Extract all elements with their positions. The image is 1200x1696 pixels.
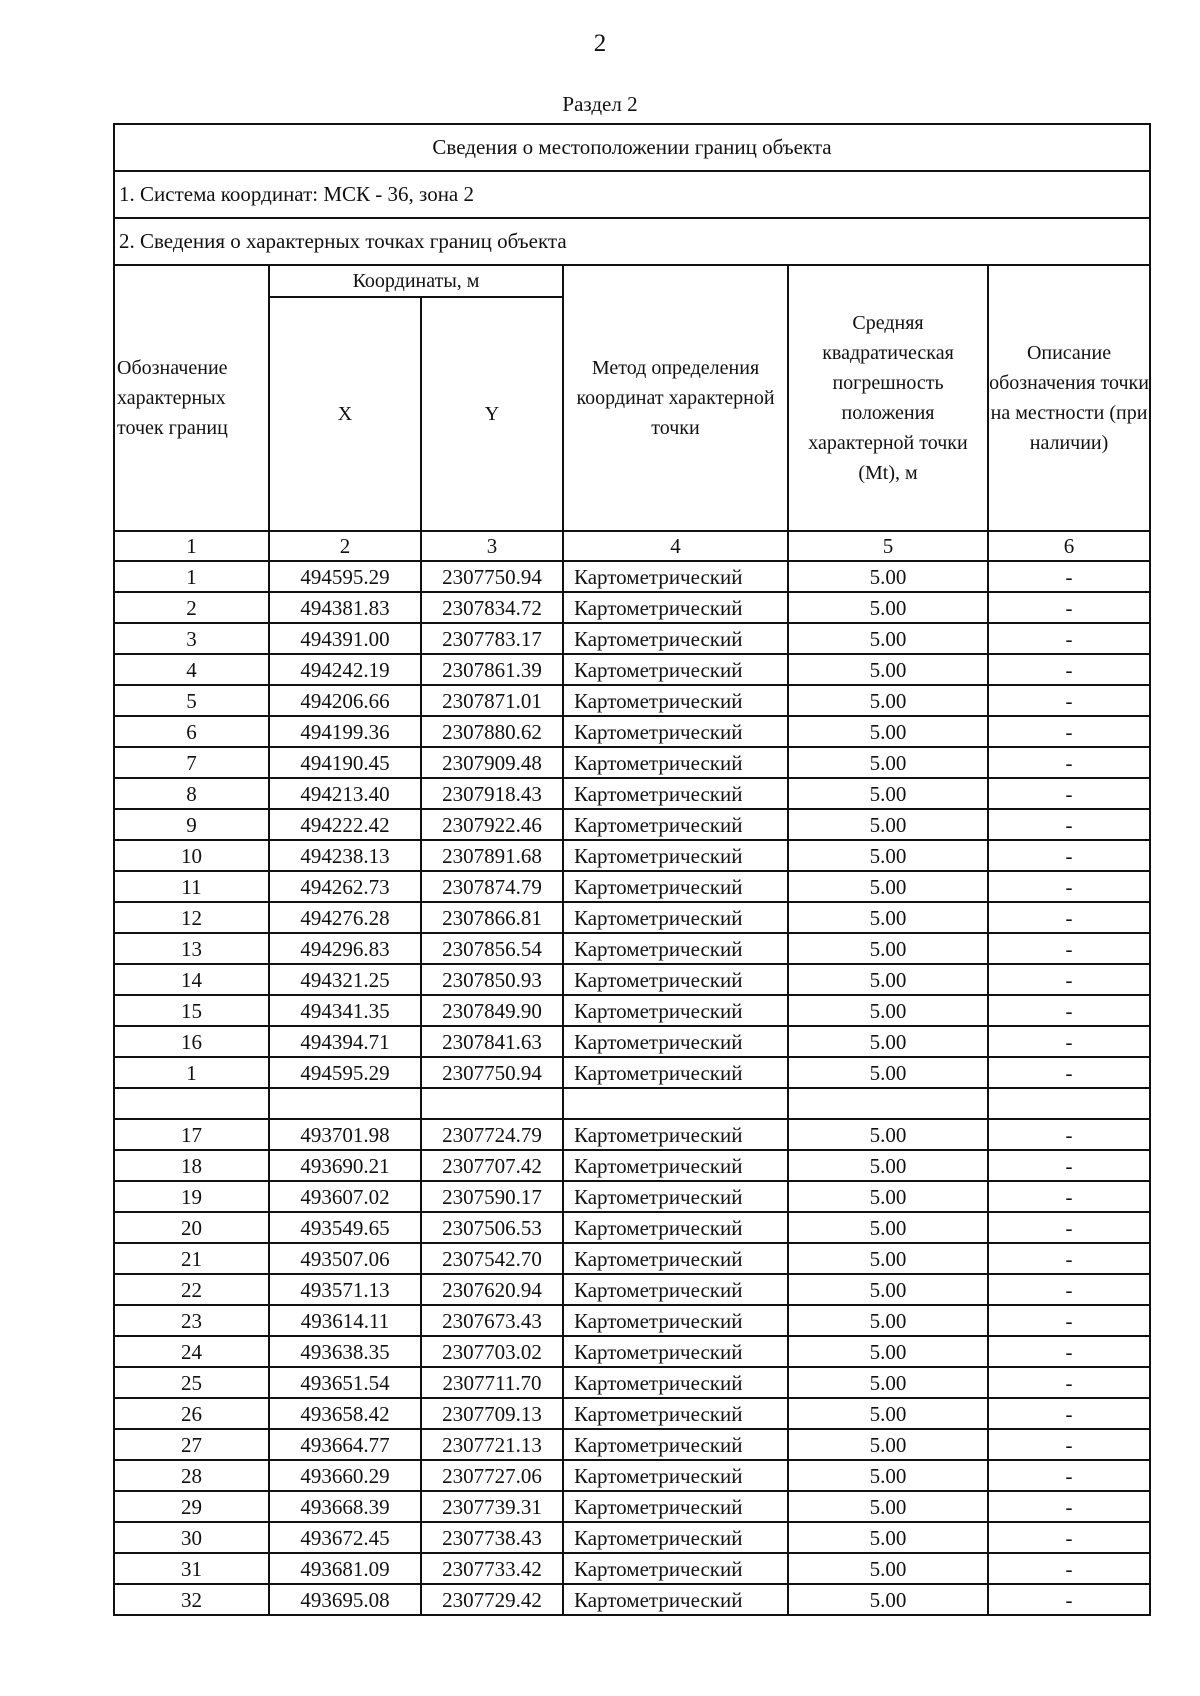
column-number: 2 [269,531,421,561]
coord-system-row [114,171,1150,218]
description-cell: - [988,1584,1150,1615]
error-value-cell: 5.00 [788,1150,988,1181]
table-row [114,1026,1150,1057]
error-value-cell: 5.00 [788,1212,988,1243]
error-value-cell: 5.00 [788,1057,988,1088]
description-cell: - [988,1522,1150,1553]
coord-x-cell: 493507.06 [269,1243,421,1274]
description-cell: - [988,1026,1150,1057]
description-cell: - [988,1367,1150,1398]
method-cell: Картометрический [563,592,788,623]
method-cell: Картометрический [563,809,788,840]
table-row [114,1305,1150,1336]
table-row [114,902,1150,933]
error-value-cell: 5.00 [788,933,988,964]
description-cell: - [988,809,1150,840]
method-cell: Картометрический [563,1584,788,1615]
coord-x-cell: 493701.98 [269,1119,421,1150]
table-row [114,716,1150,747]
method-cell: Картометрический [563,778,788,809]
header-method: Метод определения координат характерной точки [563,265,788,531]
coord-y-cell: 2307866.81 [421,902,563,933]
description-cell: - [988,1336,1150,1367]
method-cell: Картометрический [563,716,788,747]
error-value-cell: 5.00 [788,561,988,592]
point-id-cell: 8 [114,778,269,809]
point-id-cell: 15 [114,995,269,1026]
point-id-cell: 16 [114,1026,269,1057]
method-cell: Картометрический [563,1026,788,1057]
description-cell: - [988,1491,1150,1522]
description-cell: - [988,778,1150,809]
point-id-cell: 18 [114,1150,269,1181]
table-row [114,1398,1150,1429]
method-cell: Картометрический [563,995,788,1026]
point-id-cell: 20 [114,1212,269,1243]
point-id-cell: 6 [114,716,269,747]
description-cell: - [988,561,1150,592]
separator-row [114,1088,1150,1119]
point-id-cell: 27 [114,1429,269,1460]
coord-x-cell: 494242.19 [269,654,421,685]
point-id-cell: 17 [114,1119,269,1150]
coord-y-cell: 2307861.39 [421,654,563,685]
table-row [114,1491,1150,1522]
coord-y-cell: 2307918.43 [421,778,563,809]
coord-x-cell: 493571.13 [269,1274,421,1305]
coord-y-cell: 2307739.31 [421,1491,563,1522]
coord-x-cell: 494321.25 [269,964,421,995]
point-id-cell: 19 [114,1181,269,1212]
method-cell: Картометрический [563,561,788,592]
table-row [114,685,1150,716]
coord-y-cell: 2307856.54 [421,933,563,964]
error-value-cell: 5.00 [788,1553,988,1584]
point-id-cell: 30 [114,1522,269,1553]
method-cell: Картометрический [563,654,788,685]
table-row [114,871,1150,902]
error-value-cell: 5.00 [788,1119,988,1150]
point-id-cell: 9 [114,809,269,840]
coord-y-cell: 2307724.79 [421,1119,563,1150]
boundary-table [113,123,1151,1616]
coord-y-cell: 2307750.94 [421,561,563,592]
coord-x-cell: 493660.29 [269,1460,421,1491]
description-cell: - [988,1398,1150,1429]
coord-x-cell: 494262.73 [269,871,421,902]
error-value-cell: 5.00 [788,654,988,685]
error-value-cell: 5.00 [788,1026,988,1057]
coord-x-cell: 494341.35 [269,995,421,1026]
table-row [114,1212,1150,1243]
header-description: Описание обозначения точки на местности (при наличии) [988,265,1150,531]
coord-y-cell: 2307850.93 [421,964,563,995]
error-value-cell: 5.00 [788,1429,988,1460]
boundary-table-container [113,123,1149,1616]
coord-system-text: 1. Система координат: МСК - 36, зона 2 [114,171,1150,218]
coord-y-cell: 2307891.68 [421,840,563,871]
coord-x-cell: 493607.02 [269,1181,421,1212]
error-value-cell: 5.00 [788,840,988,871]
table-row [114,654,1150,685]
error-value-cell: 5.00 [788,1584,988,1615]
error-value-cell: 5.00 [788,685,988,716]
coord-y-cell: 2307506.53 [421,1212,563,1243]
empty-cell [988,1088,1150,1119]
point-id-cell: 2 [114,592,269,623]
description-cell: - [988,1460,1150,1491]
coord-x-cell: 494296.83 [269,933,421,964]
header-x: X [269,297,421,531]
coord-x-cell: 493638.35 [269,1336,421,1367]
coord-x-cell: 494199.36 [269,716,421,747]
column-number: 1 [114,531,269,561]
coord-x-cell: 494391.00 [269,623,421,654]
table-row [114,778,1150,809]
description-cell: - [988,685,1150,716]
method-cell: Картометрический [563,871,788,902]
description-cell: - [988,1212,1150,1243]
coord-y-cell: 2307849.90 [421,995,563,1026]
description-cell: - [988,623,1150,654]
method-cell: Картометрический [563,1336,788,1367]
point-id-cell: 24 [114,1336,269,1367]
table-row [114,1522,1150,1553]
header-designation: Обозначение характерных точек границ [114,265,269,531]
point-id-cell: 23 [114,1305,269,1336]
description-cell: - [988,840,1150,871]
table-row [114,1367,1150,1398]
table-row [114,964,1150,995]
error-value-cell: 5.00 [788,1460,988,1491]
error-value-cell: 5.00 [788,623,988,654]
description-cell: - [988,1181,1150,1212]
method-cell: Картометрический [563,1150,788,1181]
coord-x-cell: 494206.66 [269,685,421,716]
coord-y-cell: 2307874.79 [421,871,563,902]
error-value-cell: 5.00 [788,1305,988,1336]
description-cell: - [988,716,1150,747]
coord-y-cell: 2307909.48 [421,747,563,778]
method-cell: Картометрический [563,1243,788,1274]
coord-x-cell: 494190.45 [269,747,421,778]
table-row [114,1460,1150,1491]
coord-x-cell: 494276.28 [269,902,421,933]
description-cell: - [988,1243,1150,1274]
method-cell: Картометрический [563,1119,788,1150]
table-row [114,1584,1150,1615]
point-id-cell: 25 [114,1367,269,1398]
coord-x-cell: 493668.39 [269,1491,421,1522]
table-row [114,747,1150,778]
method-cell: Картометрический [563,964,788,995]
header-error: Средняя квадратическая погрешность положения характерной точки (Mt), м [788,265,988,531]
description-cell: - [988,1057,1150,1088]
description-cell: - [988,871,1150,902]
coord-y-cell: 2307834.72 [421,592,563,623]
empty-cell [114,1088,269,1119]
point-id-cell: 11 [114,871,269,902]
method-cell: Картометрический [563,1491,788,1522]
error-value-cell: 5.00 [788,871,988,902]
table-row [114,1119,1150,1150]
coord-y-cell: 2307729.42 [421,1584,563,1615]
description-cell: - [988,1553,1150,1584]
table-row [114,592,1150,623]
description-cell: - [988,1150,1150,1181]
coord-x-cell: 493651.54 [269,1367,421,1398]
column-number-row [114,531,1150,561]
coord-x-cell: 493664.77 [269,1429,421,1460]
method-cell: Картометрический [563,623,788,654]
table-title-row [114,124,1150,171]
coord-y-cell: 2307721.13 [421,1429,563,1460]
coord-x-cell: 493658.42 [269,1398,421,1429]
method-cell: Картометрический [563,1274,788,1305]
coord-y-cell: 2307711.70 [421,1367,563,1398]
coord-x-cell: 493549.65 [269,1212,421,1243]
method-cell: Картометрический [563,1553,788,1584]
method-cell: Картометрический [563,685,788,716]
table-row [114,840,1150,871]
table-row [114,623,1150,654]
column-number: 6 [988,531,1150,561]
table-row [114,933,1150,964]
method-cell: Картометрический [563,1181,788,1212]
error-value-cell: 5.00 [788,809,988,840]
method-cell: Картометрический [563,1305,788,1336]
coord-x-cell: 494381.83 [269,592,421,623]
point-id-cell: 1 [114,561,269,592]
points-heading-row [114,218,1150,265]
error-value-cell: 5.00 [788,1181,988,1212]
coord-x-cell: 493695.08 [269,1584,421,1615]
method-cell: Картометрический [563,747,788,778]
method-cell: Картометрический [563,902,788,933]
page-number: 2 [593,30,607,57]
point-id-cell: 12 [114,902,269,933]
coord-y-cell: 2307620.94 [421,1274,563,1305]
header-y: Y [421,297,563,531]
coord-y-cell: 2307707.42 [421,1150,563,1181]
coord-x-cell: 494213.40 [269,778,421,809]
point-id-cell: 29 [114,1491,269,1522]
coord-y-cell: 2307880.62 [421,716,563,747]
description-cell: - [988,933,1150,964]
coord-x-cell: 493681.09 [269,1553,421,1584]
table-row [114,1243,1150,1274]
column-number: 5 [788,531,988,561]
column-number: 3 [421,531,563,561]
error-value-cell: 5.00 [788,592,988,623]
points-heading-text: 2. Сведения о характерных точках границ объекта [114,218,1150,265]
point-id-cell: 26 [114,1398,269,1429]
empty-cell [421,1088,563,1119]
error-value-cell: 5.00 [788,1336,988,1367]
coord-y-cell: 2307673.43 [421,1305,563,1336]
point-id-cell: 13 [114,933,269,964]
description-cell: - [988,1274,1150,1305]
coord-x-cell: 494595.29 [269,1057,421,1088]
table-row [114,1150,1150,1181]
coord-y-cell: 2307750.94 [421,1057,563,1088]
table-row [114,561,1150,592]
coord-y-cell: 2307871.01 [421,685,563,716]
point-id-cell: 28 [114,1460,269,1491]
method-cell: Картометрический [563,1522,788,1553]
coord-y-cell: 2307709.13 [421,1398,563,1429]
coord-y-cell: 2307738.43 [421,1522,563,1553]
method-cell: Картометрический [563,1367,788,1398]
coord-y-cell: 2307841.63 [421,1026,563,1057]
empty-cell [788,1088,988,1119]
error-value-cell: 5.00 [788,995,988,1026]
point-id-cell: 21 [114,1243,269,1274]
column-number: 4 [563,531,788,561]
table-row [114,1553,1150,1584]
empty-cell [269,1088,421,1119]
description-cell: - [988,1119,1150,1150]
description-cell: - [988,592,1150,623]
point-id-cell: 10 [114,840,269,871]
table-title: Сведения о местоположении границ объекта [114,124,1150,171]
point-id-cell: 31 [114,1553,269,1584]
method-cell: Картометрический [563,1429,788,1460]
error-value-cell: 5.00 [788,1398,988,1429]
point-id-cell: 3 [114,623,269,654]
error-value-cell: 5.00 [788,778,988,809]
coord-x-cell: 493672.45 [269,1522,421,1553]
method-cell: Картометрический [563,1398,788,1429]
coord-y-cell: 2307922.46 [421,809,563,840]
error-value-cell: 5.00 [788,747,988,778]
method-cell: Картометрический [563,1212,788,1243]
point-id-cell: 22 [114,1274,269,1305]
table-row [114,1336,1150,1367]
method-cell: Картометрический [563,933,788,964]
table-row [114,1274,1150,1305]
coord-y-cell: 2307733.42 [421,1553,563,1584]
header-coordinates: Координаты, м [269,265,563,297]
table-row [114,995,1150,1026]
description-cell: - [988,654,1150,685]
coord-y-cell: 2307783.17 [421,623,563,654]
method-cell: Картометрический [563,1460,788,1491]
empty-cell [563,1088,788,1119]
error-value-cell: 5.00 [788,964,988,995]
point-id-cell: 5 [114,685,269,716]
error-value-cell: 5.00 [788,902,988,933]
method-cell: Картометрический [563,1057,788,1088]
point-id-cell: 14 [114,964,269,995]
description-cell: - [988,964,1150,995]
coord-x-cell: 494595.29 [269,561,421,592]
coord-y-cell: 2307542.70 [421,1243,563,1274]
error-value-cell: 5.00 [788,1243,988,1274]
coord-y-cell: 2307727.06 [421,1460,563,1491]
point-id-cell: 32 [114,1584,269,1615]
table-row [114,1181,1150,1212]
coord-x-cell: 494394.71 [269,1026,421,1057]
description-cell: - [988,995,1150,1026]
description-cell: - [988,747,1150,778]
description-cell: - [988,1429,1150,1460]
coord-x-cell: 494238.13 [269,840,421,871]
point-id-cell: 4 [114,654,269,685]
point-id-cell: 1 [114,1057,269,1088]
table-row [114,1429,1150,1460]
description-cell: - [988,902,1150,933]
table-row [114,1057,1150,1088]
header-row-top [114,265,1150,297]
coord-x-cell: 493690.21 [269,1150,421,1181]
coord-x-cell: 493614.11 [269,1305,421,1336]
error-value-cell: 5.00 [788,1522,988,1553]
error-value-cell: 5.00 [788,1367,988,1398]
coord-x-cell: 494222.42 [269,809,421,840]
table-row [114,809,1150,840]
coord-y-cell: 2307590.17 [421,1181,563,1212]
coord-y-cell: 2307703.02 [421,1336,563,1367]
error-value-cell: 5.00 [788,716,988,747]
error-value-cell: 5.00 [788,1274,988,1305]
point-id-cell: 7 [114,747,269,778]
error-value-cell: 5.00 [788,1491,988,1522]
description-cell: - [988,1305,1150,1336]
section-title: Раздел 2 [562,92,638,116]
method-cell: Картометрический [563,840,788,871]
